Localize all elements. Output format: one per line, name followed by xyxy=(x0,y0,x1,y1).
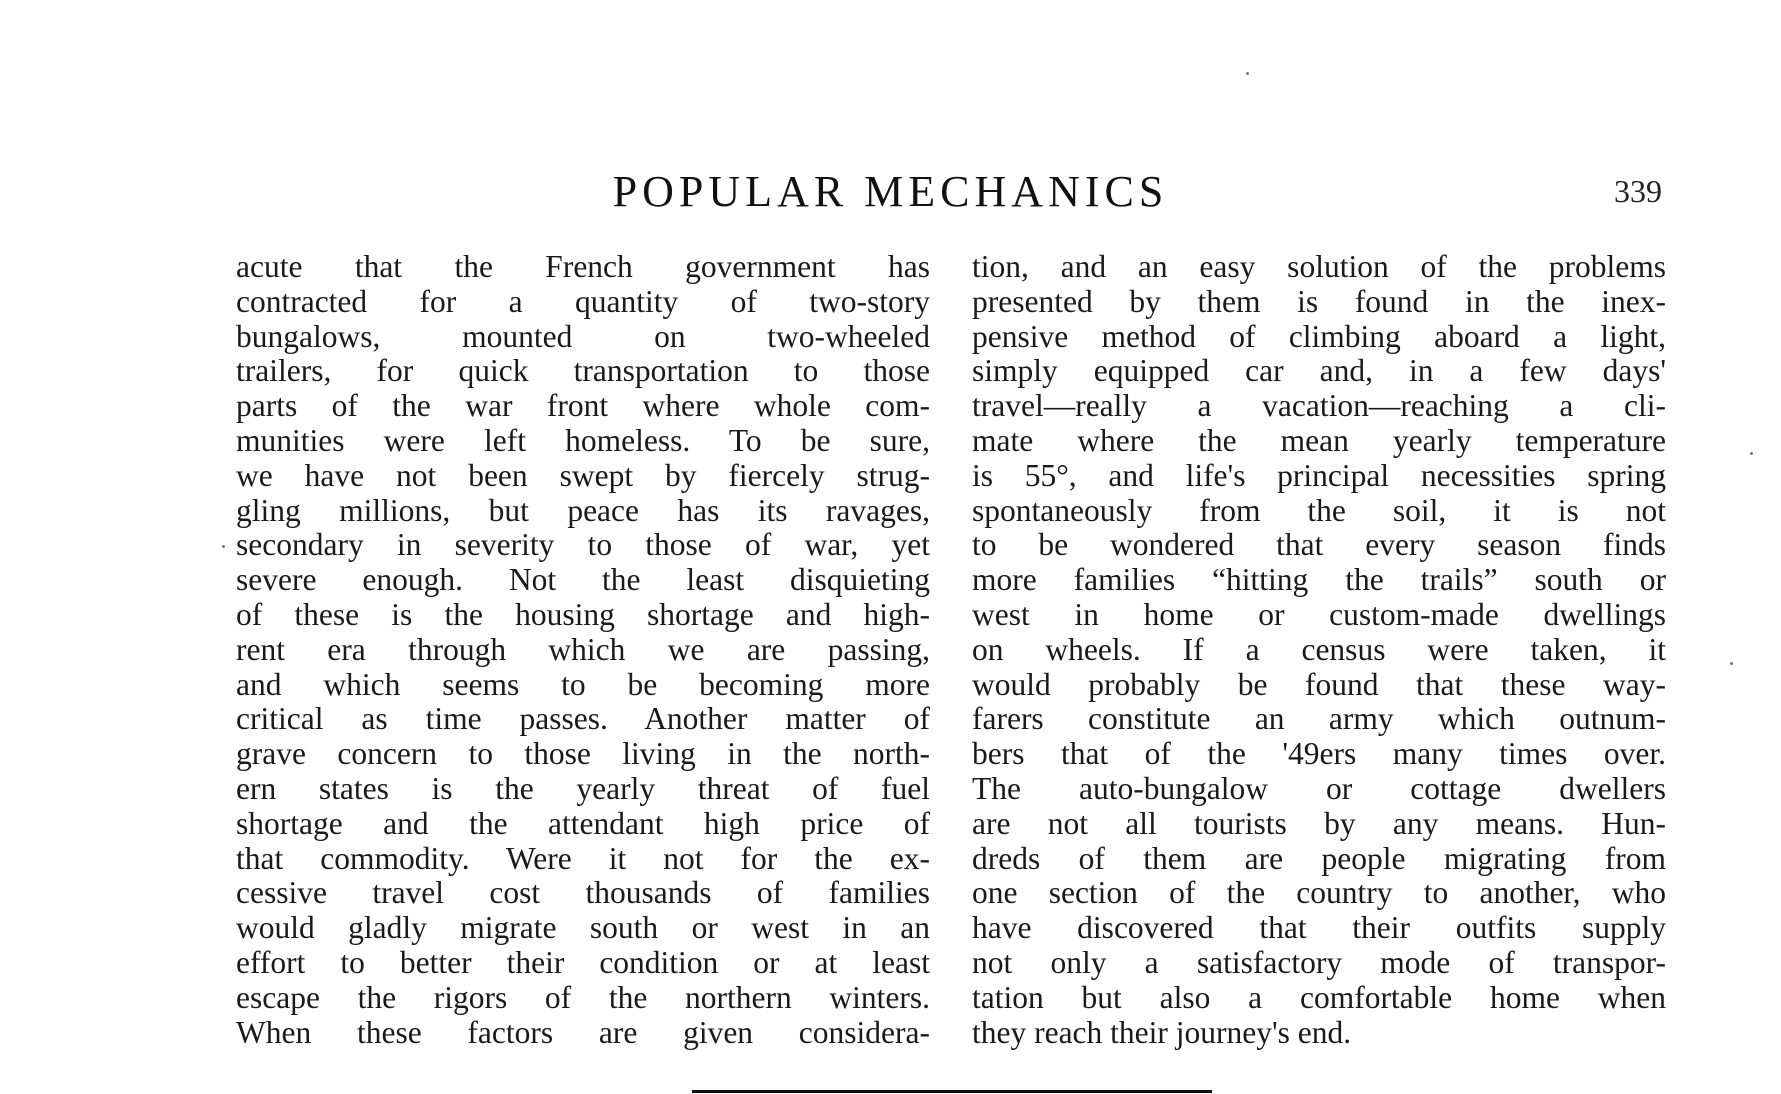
text-line: When these factors are given considera- xyxy=(236,1014,930,1050)
text-line: shortage and the attendant high price of xyxy=(236,805,930,841)
text-line: gling millions, but peace has its ravages, xyxy=(236,492,930,528)
text-line: we have not been swept by fiercely strug- xyxy=(236,457,930,493)
text-line: escape the rigors of the northern winters. xyxy=(236,979,930,1015)
text-line: farers constitute an army which outnum- xyxy=(972,701,1666,737)
text-line: tion, and an easy solution of the problems xyxy=(972,249,1666,284)
text-line: bers that of the '49ers many times over. xyxy=(972,736,1666,772)
print-speck xyxy=(1246,72,1249,75)
text-column-right xyxy=(972,250,1666,1050)
text-line: on wheels. If a census were taken, it xyxy=(972,631,1666,667)
text-line: not only a satisfactory mode of transpor- xyxy=(972,944,1666,980)
text-line: rent era through which we are passing, xyxy=(236,631,930,667)
text-line: of these is the housing shortage and high- xyxy=(236,596,930,632)
text-line: are not all tourists by any means. Hun- xyxy=(972,805,1666,841)
text-line: spontaneously from the soil, it is not xyxy=(972,492,1666,528)
text-line: effort to better their condition or at least xyxy=(236,944,930,980)
text-line: one section of the country to another, who xyxy=(972,875,1666,911)
section-divider xyxy=(692,1090,1212,1093)
text-line: severe enough. Not the least disquieting xyxy=(236,562,930,598)
text-line: have discovered that their outfits supply xyxy=(972,910,1666,946)
text-line: would gladly migrate south or west in an xyxy=(236,910,930,946)
text-line: parts of the war front where whole com- xyxy=(236,388,930,424)
page-title: POPULAR MECHANICS xyxy=(612,167,1169,216)
text-line: simply equipped car and, in a few days' xyxy=(972,353,1666,389)
text-line: tation but also a comfortable home when xyxy=(972,979,1666,1015)
text-line: is 55°, and life's principal necessities spring xyxy=(972,457,1666,493)
print-speck xyxy=(1750,452,1753,455)
text-line: bungalows, mounted on two-wheeled xyxy=(236,318,930,354)
text-line: trailers, for quick transportation to those xyxy=(236,353,930,389)
text-line: critical as time passes. Another matter of xyxy=(236,701,930,737)
print-speck xyxy=(222,545,225,548)
text-line: The auto-bungalow or cottage dwellers xyxy=(972,770,1666,806)
text-line: and which seems to be becoming more xyxy=(236,666,930,702)
text-column-left xyxy=(236,250,930,1050)
page-number: 339 xyxy=(1614,173,1662,209)
text-line: more families “hitting the trails” south or xyxy=(972,562,1666,598)
print-speck xyxy=(1730,662,1733,665)
text-line: secondary in severity to those of war, yet xyxy=(236,527,930,563)
text-line: to be wondered that every season finds xyxy=(972,527,1666,563)
text-line: dreds of them are people migrating from xyxy=(972,840,1666,876)
text-line: mate where the mean yearly temperature xyxy=(972,422,1666,458)
text-line: presented by them is found in the inex- xyxy=(972,283,1666,319)
text-line: west in home or custom-made dwellings xyxy=(972,596,1666,632)
text-line: grave concern to those living in the north- xyxy=(236,736,930,772)
text-line: munities were left homeless. To be sure, xyxy=(236,422,930,458)
text-line: cessive travel cost thousands of families xyxy=(236,875,930,911)
text-line: would probably be found that these way- xyxy=(972,666,1666,702)
text-line: contracted for a quantity of two-story xyxy=(236,283,930,319)
text-line: travel—really a vacation—reaching a cli- xyxy=(972,388,1666,424)
text-line: acute that the French government has xyxy=(236,249,930,284)
text-line: ern states is the yearly threat of fuel xyxy=(236,770,930,806)
text-line: that commodity. Were it not for the ex- xyxy=(236,840,930,876)
text-line: they reach their journey's end. xyxy=(972,1014,1352,1050)
text-line: pensive method of climbing aboard a light, xyxy=(972,318,1666,354)
